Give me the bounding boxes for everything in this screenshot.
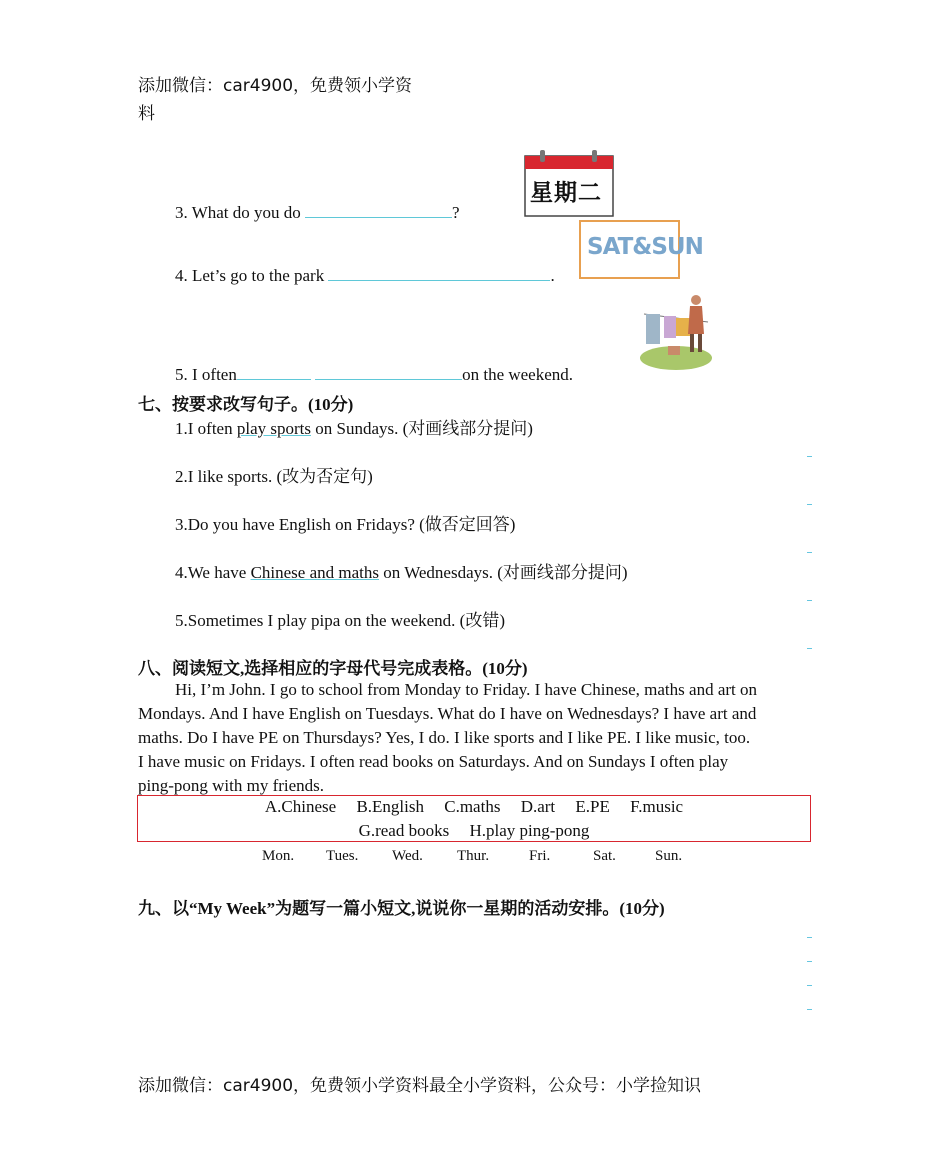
option-f: F.music: [630, 797, 684, 816]
answer-blank-1[interactable]: [237, 363, 311, 380]
option-g: G.read books: [358, 821, 450, 840]
header-line-2: 料: [138, 104, 155, 124]
header-line-1: 添加微信：car4900，免费领小学资: [138, 76, 413, 96]
question-6-3: [175, 201, 460, 223]
question-7-4: [175, 558, 628, 583]
question-text: 4.We have: [175, 563, 251, 582]
option-h: H.play ping-pong: [469, 821, 590, 840]
question-text: 4. Let’s go to the park: [175, 266, 329, 285]
question-text: 5. I often: [175, 365, 237, 384]
answer-line-mark[interactable]: [807, 648, 812, 649]
answer-line-mark[interactable]: [807, 552, 812, 553]
weekend-sign: [579, 220, 703, 279]
question-text-end: on Wednesdays. (对画线部分提问): [379, 563, 628, 582]
answer-line-mark[interactable]: [807, 456, 812, 457]
option-c: C.maths: [444, 797, 501, 816]
answer-line-mark[interactable]: [807, 504, 812, 505]
passage-line: maths. Do I have PE on Thursdays? Yes, I do. I like sports and I like PE. I like music, too.: [138, 728, 751, 747]
reading-passage: [138, 678, 818, 798]
writing-line-mark[interactable]: [807, 1009, 812, 1010]
options-box: [137, 795, 811, 842]
section-9-title: 九、以“My Week”为题写一篇小短文,说说你一星期的活动安排。(10分): [138, 899, 665, 918]
day-wed: Wed.: [392, 848, 423, 864]
question-6-5: [175, 363, 573, 385]
question-text-end: on Sundays. (对画线部分提问): [310, 419, 533, 438]
writing-line-mark[interactable]: [807, 985, 812, 986]
passage-line: Mondays. And I have English on Tuesdays. What do I have on Wednesdays? I have art and: [138, 704, 757, 723]
footer-text: 添加微信：car4900，免费领小学资料最全小学资料，公众号：小学捡知识: [138, 1076, 702, 1096]
calendar-text: 星期二: [530, 180, 602, 206]
question-text-end: .: [550, 266, 555, 285]
calendar-picture: [524, 150, 614, 218]
section-8-title: 八、阅读短文,选择相应的字母代号完成表格。(10分): [138, 659, 528, 678]
passage-line: I have music on Fridays. I often read books on Saturdays. And on Sundays I often play: [138, 752, 729, 771]
day-sat: Sat.: [593, 848, 616, 864]
writing-line-mark[interactable]: [807, 937, 812, 938]
question-7-5: 5.Sometimes I play pipa on the weekend. (改错): [175, 611, 506, 630]
option-a: A.Chinese: [264, 797, 337, 816]
passage-line: Hi, I’m John. I go to school from Monday to Friday. I have Chinese, maths and art on: [175, 680, 757, 699]
option-e: E.PE: [575, 797, 610, 816]
question-6-4: [175, 264, 555, 286]
section-7-title: 七、按要求改写句子。(10分): [138, 395, 354, 414]
question-text-end: on the weekend.: [462, 365, 574, 384]
day-sun: Sun.: [655, 848, 683, 864]
question-text-end: ?: [452, 203, 460, 222]
laundry-picture: [638, 292, 712, 372]
day-thur: Thur.: [457, 848, 490, 864]
answer-line-mark[interactable]: [807, 600, 812, 601]
underlined-phrase: Chinese and maths: [250, 563, 379, 582]
underlined-phrase: play sports: [236, 419, 311, 438]
weekend-sign-text: SAT&SUN: [587, 234, 703, 260]
option-d: D.art: [520, 797, 556, 816]
day-tues: Tues.: [326, 848, 359, 864]
question-7-3: 3.Do you have English on Fridays? (做否定回答): [175, 515, 516, 534]
options-row-1: [138, 797, 810, 817]
question-7-1: [175, 414, 533, 439]
writing-line-mark[interactable]: [807, 961, 812, 962]
passage-line: ping-pong with my friends.: [138, 776, 325, 795]
answer-blank[interactable]: [328, 264, 550, 281]
question-text: 3. What do you do: [175, 203, 306, 222]
answer-blank[interactable]: [305, 201, 452, 218]
question-text: 1.I often: [175, 419, 237, 438]
options-row-2: [138, 821, 810, 841]
option-b: B.English: [356, 797, 424, 816]
question-7-2: 2.I like sports. (改为否定句): [175, 467, 373, 486]
answer-blank-2[interactable]: [315, 363, 462, 380]
day-mon: Mon.: [262, 848, 295, 864]
day-fri: Fri.: [529, 848, 551, 864]
